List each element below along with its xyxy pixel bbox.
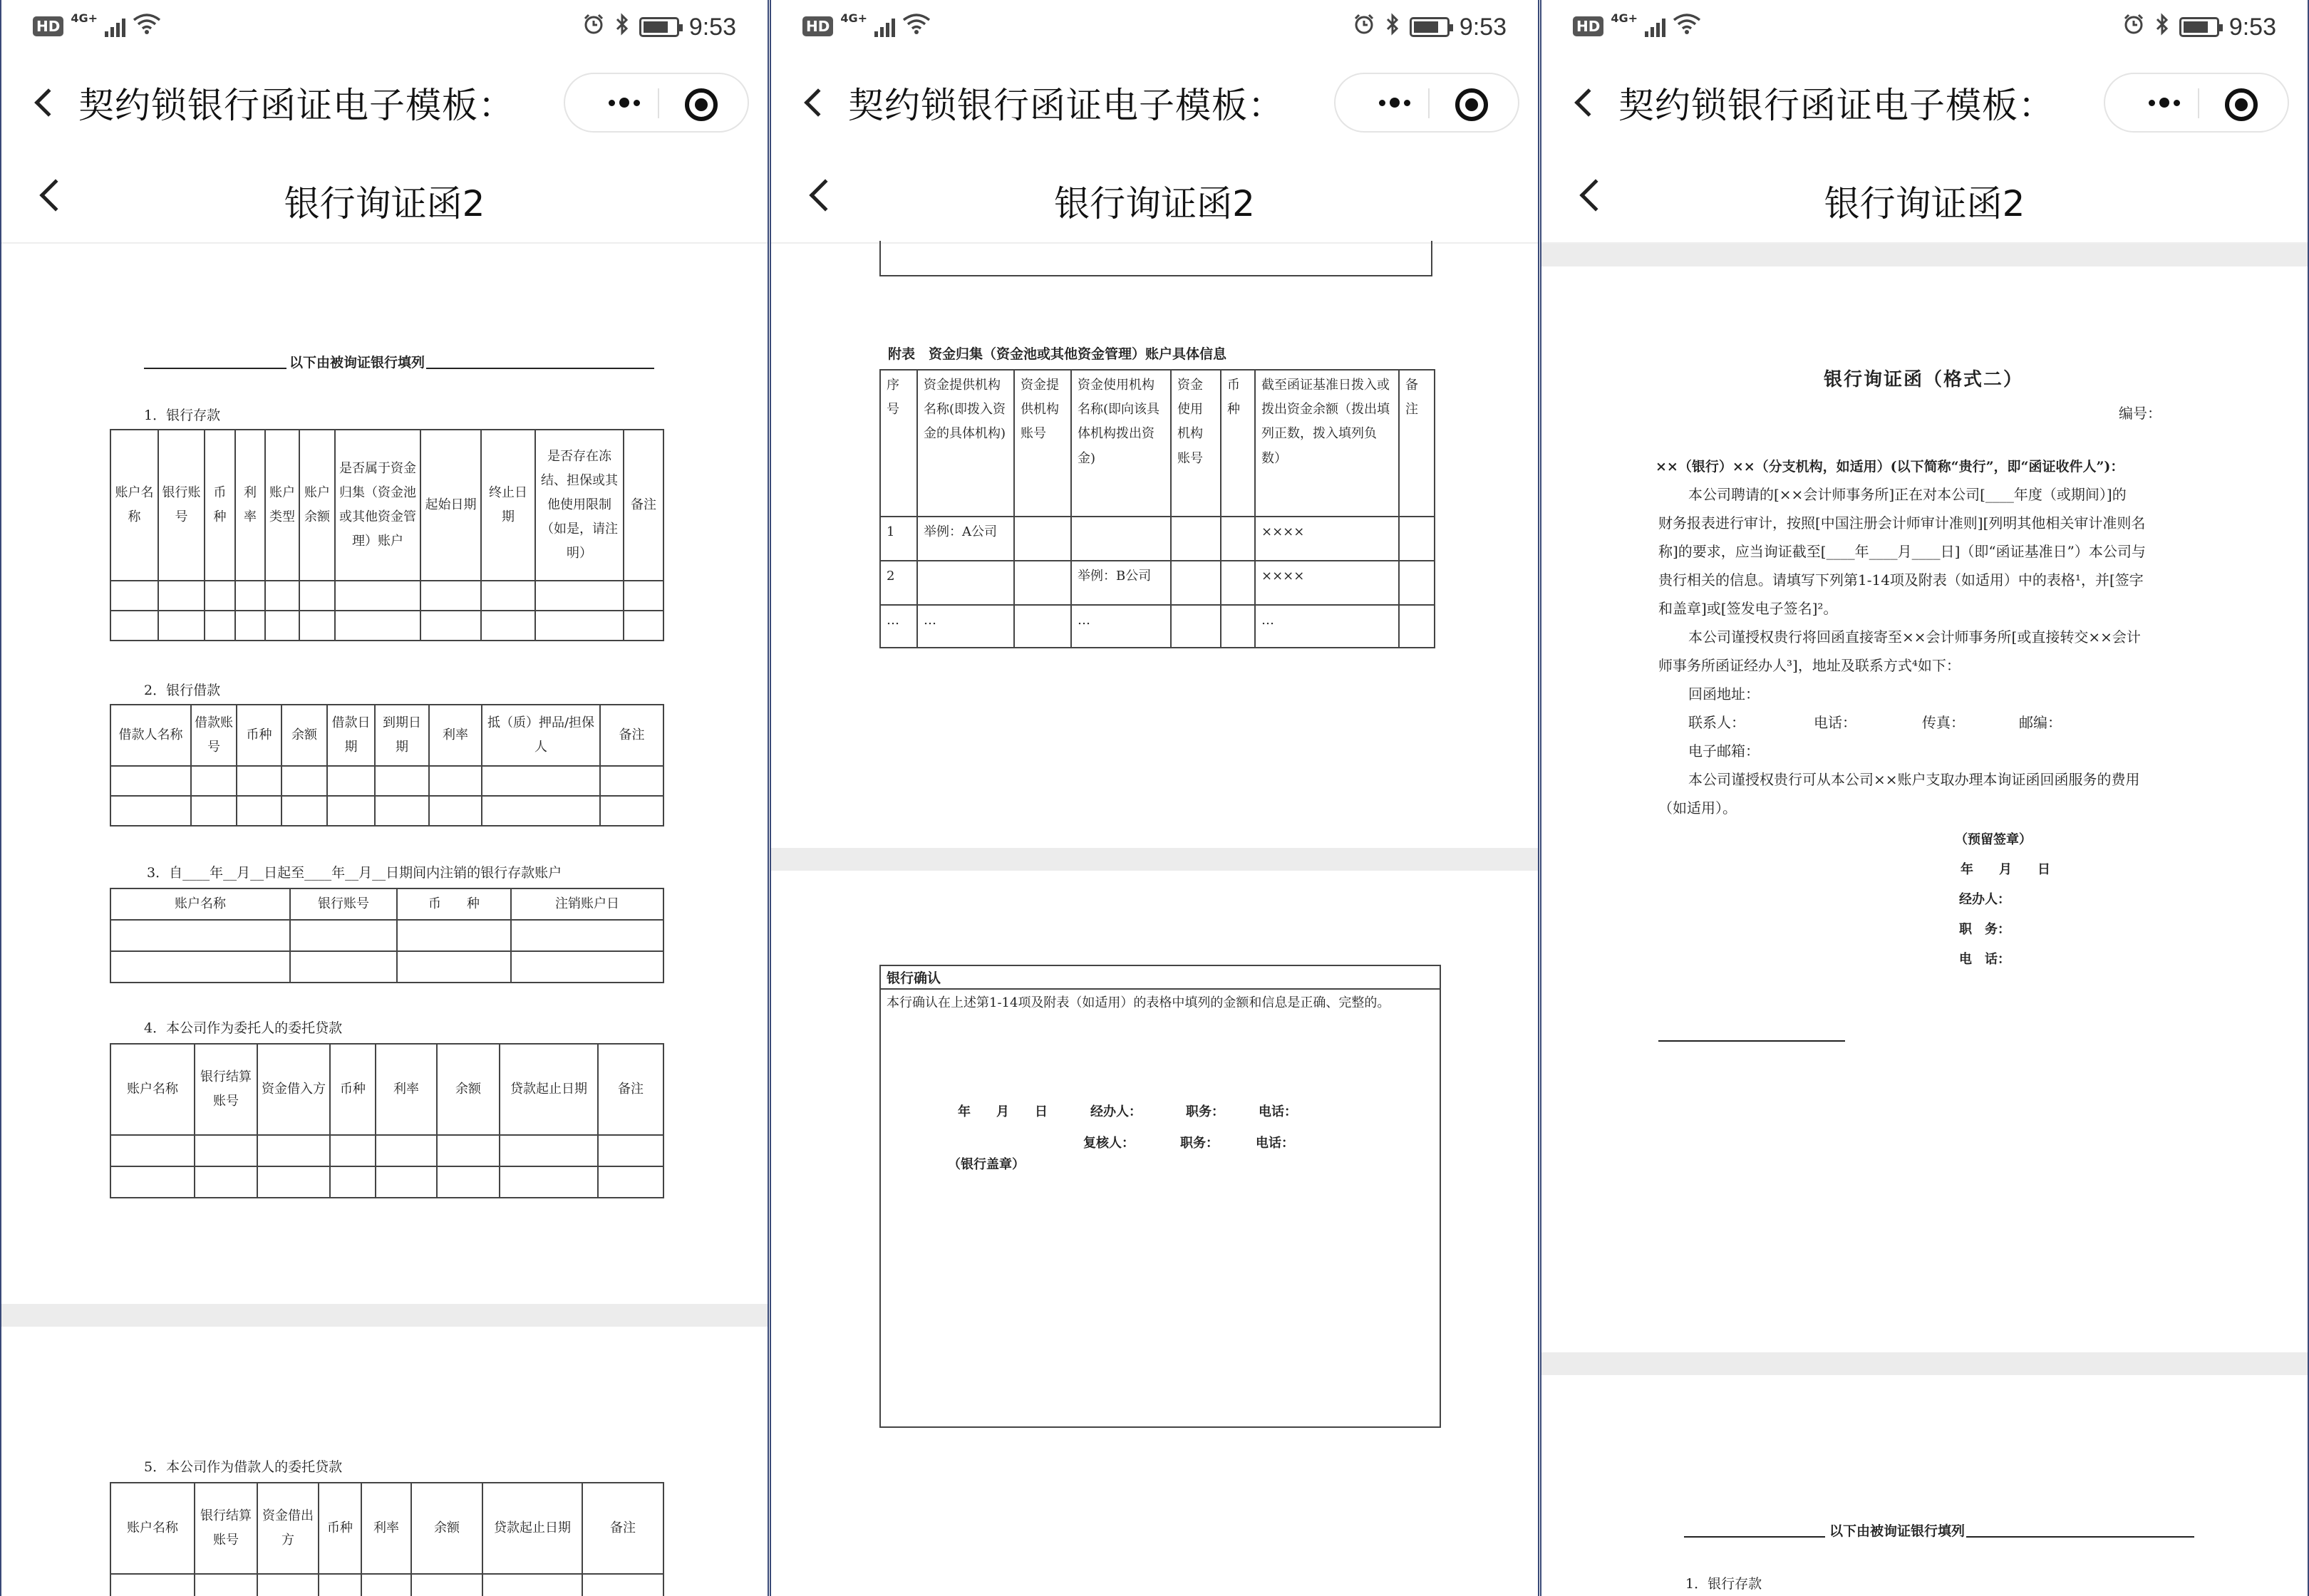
appendix-table xyxy=(879,369,1435,648)
table-cell: 1 xyxy=(880,517,917,561)
table-cell xyxy=(1171,605,1221,648)
header-line: 以下由被询证银行填列 xyxy=(1829,1523,1966,1539)
header-cell: 贷款起止日期 xyxy=(482,1483,582,1574)
header-cell: 贷款起止日期 xyxy=(500,1044,598,1135)
bluetooth-icon xyxy=(1385,13,1400,41)
wifi-icon xyxy=(133,13,161,40)
header-cell: 备注 xyxy=(598,1044,663,1135)
number-label: 编号： xyxy=(2119,405,2161,422)
header-cell: 资金借出方 xyxy=(257,1483,319,1574)
close-miniprogram-icon[interactable] xyxy=(2225,88,2258,121)
header-cell: 账户名称 xyxy=(110,1483,195,1574)
table-cell xyxy=(1399,605,1435,648)
signal-icon xyxy=(874,16,895,37)
network-label: 4G+ xyxy=(840,11,868,25)
contact-email-label: 电子邮箱： xyxy=(1688,742,1760,760)
header-cell: 起始日期 xyxy=(420,430,481,581)
paragraph-line: 称]的要求，应当询证截至[____年____月____日]（即“函证基准日”）本公司与 xyxy=(1658,543,2146,560)
table-row xyxy=(880,561,1435,605)
header-cell: 是否存在冻结、担保或其他使用限制（如是，请注明） xyxy=(535,430,624,581)
header-cell: 币种 xyxy=(330,1044,376,1135)
back-icon[interactable] xyxy=(34,88,63,117)
header-cell: 资金使用机构账号 xyxy=(1171,370,1221,517)
header-cell: 银行结算账号 xyxy=(195,1044,257,1135)
table-cell xyxy=(1014,605,1071,648)
header-cell: 资金使用机构名称(即向该具体机构拨出资金) xyxy=(1071,370,1171,517)
table-cell xyxy=(1399,561,1435,605)
page-title: 银行询证函2 xyxy=(284,183,485,224)
reviewer-label: 复核人： xyxy=(1083,1136,1135,1151)
header-cell: 是否属于资金归集（资金池或其他资金管理）账户 xyxy=(335,430,420,581)
more-options-icon[interactable] xyxy=(585,83,663,123)
paragraph-line: 贵行相关的信息。请填写下列第1-14项及附表（如适用）中的表格¹，并[签字 xyxy=(1658,571,2144,589)
section-label: 5．本公司作为借款人的委托贷款 xyxy=(144,1459,343,1475)
header-cell: 利率 xyxy=(376,1044,437,1135)
page-nav-bar xyxy=(1541,144,2308,244)
header-cell: 借款日期 xyxy=(327,705,375,766)
more-options-icon[interactable] xyxy=(1355,83,1434,123)
more-options-icon[interactable] xyxy=(2125,83,2204,123)
contact-fax-label: 传真： xyxy=(1922,714,1965,731)
header-cell: 利率 xyxy=(235,430,265,581)
header-cell: 截至函证基准日拨入或拨出资金余额（拨出填列正数，拨入填列负数） xyxy=(1255,370,1399,517)
header-cell: 资金提供机构名称(即拨入资金的具体机构) xyxy=(917,370,1014,517)
close-miniprogram-icon[interactable] xyxy=(685,88,718,121)
loan-table xyxy=(110,704,664,826)
phone-panel-1 xyxy=(0,0,769,1596)
header-cell: 利率 xyxy=(361,1483,411,1574)
miniprogram-title: 契约锁银行函证电子模板： xyxy=(1618,85,2055,126)
hd-icon: HD xyxy=(1573,16,1603,36)
header-cell: 账户名称 xyxy=(110,430,158,581)
header-cell: 币 种 xyxy=(397,888,511,920)
header-cell: 利率 xyxy=(429,705,482,766)
bank-seal-label: （银行盖章） xyxy=(948,1157,1025,1172)
table-cell xyxy=(1221,561,1255,605)
network-label: 4G+ xyxy=(71,11,98,25)
table-cell xyxy=(1399,517,1435,561)
table-cell xyxy=(1171,517,1221,561)
confirmation-date: 年 月 日 xyxy=(958,1104,1048,1119)
battery-icon xyxy=(1410,17,1450,37)
letter-phone-label: 电 话： xyxy=(1959,952,2010,967)
header-cell: 资金借入方 xyxy=(257,1044,330,1135)
paragraph-line: 财务报表进行审计，按照[中国注册会计师审计准则][列明其他相关审计准则名 xyxy=(1658,514,2146,532)
header-cell: 银行结算账号 xyxy=(195,1483,257,1574)
appendix-title: 附表 资金归集（资金池或其他资金管理）账户具体信息 xyxy=(888,346,1227,362)
document-viewer[interactable] xyxy=(771,244,1538,1596)
capsule-menu xyxy=(564,73,749,133)
addressee: ××（银行）××（分支机构，如适用）(以下简称“贵行”，即“函证收件人”)： xyxy=(1655,459,2124,475)
section-label: 2．银行借款 xyxy=(144,683,221,698)
confirmation-title: 银行确认 xyxy=(881,966,1440,990)
table-cell: 举例：B公司 xyxy=(1071,561,1171,605)
letter-position-label: 职 务： xyxy=(1959,922,2010,937)
position-label: 职务： xyxy=(1186,1104,1224,1119)
alarm-icon xyxy=(2122,13,2145,41)
page-nav-bar xyxy=(771,144,1538,244)
table-row xyxy=(880,517,1435,561)
header-line: 以下由被询证银行填列 xyxy=(289,355,425,370)
signal-icon xyxy=(1645,16,1665,37)
header-cell: 借款账号 xyxy=(191,705,237,766)
paragraph-line: （如适用）。 xyxy=(1658,799,1737,817)
phone-label: 电话： xyxy=(1259,1104,1297,1119)
table-cell xyxy=(1071,517,1171,561)
document-viewer[interactable] xyxy=(1541,244,2308,1596)
handler-label: 经办人： xyxy=(1090,1104,1142,1119)
borrower-loan-table xyxy=(110,1482,664,1596)
document-page xyxy=(1541,266,2308,1352)
header-cell: 账户余额 xyxy=(299,430,335,581)
status-bar xyxy=(1541,0,2308,58)
back-icon[interactable] xyxy=(804,88,832,117)
table-cell: … xyxy=(1071,605,1171,648)
table-cell xyxy=(1014,517,1071,561)
alarm-icon xyxy=(1353,13,1375,41)
position-label: 职务： xyxy=(1180,1136,1219,1151)
header-cell: 账户名称 xyxy=(110,1044,195,1135)
table-row xyxy=(880,605,1435,648)
status-bar xyxy=(1,0,768,58)
wifi-icon xyxy=(902,13,931,40)
header-cell: 备注 xyxy=(582,1483,663,1574)
header-cell: 银行账号 xyxy=(158,430,205,581)
wifi-icon xyxy=(1673,13,1701,40)
phone-panel-3 xyxy=(1540,0,2309,1596)
contact-person-label: 联系人： xyxy=(1688,714,1745,731)
header-cell: 账户类型 xyxy=(265,430,299,581)
battery-icon xyxy=(639,17,679,37)
phone-panel-2 xyxy=(770,0,1539,1596)
contact-phone-label: 电话： xyxy=(1814,714,1856,731)
capsule-menu xyxy=(2104,73,2289,133)
signal-icon xyxy=(105,16,125,37)
paragraph-line: 和盖章]或[签发电子签名]²。 xyxy=(1658,600,1838,617)
bank-confirmation-box xyxy=(879,965,1441,1428)
battery-icon xyxy=(2179,17,2219,37)
bluetooth-icon xyxy=(615,13,629,41)
letter-handler-label: 经办人： xyxy=(1959,892,2010,907)
network-label: 4G+ xyxy=(1611,11,1638,25)
header-cell: 资金提供机构账号 xyxy=(1014,370,1071,517)
header-cell: 序号 xyxy=(880,370,917,517)
document-page xyxy=(1,1327,768,1596)
header-cell: 备注 xyxy=(624,430,663,581)
deposit-table xyxy=(110,429,664,641)
hd-icon: HD xyxy=(802,16,833,36)
table-cell: 举例：A公司 xyxy=(917,517,1014,561)
contact-postcode-label: 邮编： xyxy=(2019,714,2062,731)
document-viewer[interactable] xyxy=(1,244,768,1596)
document-page xyxy=(1541,1375,2308,1596)
section-label: 3．自____年__月__日起至____年__月__日期间内注销的银行存款账户 xyxy=(147,865,562,881)
header-cell: 注销账户日 xyxy=(511,888,663,920)
header-cell: 借款人名称 xyxy=(110,705,191,766)
header-cell: 终止日期 xyxy=(481,430,535,581)
page-nav-bar xyxy=(1,144,768,244)
header-cell: 抵（质）押品/担保人 xyxy=(482,705,600,766)
header-cell: 余额 xyxy=(281,705,327,766)
header-cell: 备注 xyxy=(1399,370,1435,517)
header-cell: 银行账号 xyxy=(290,888,397,920)
return-address-label: 回函地址： xyxy=(1688,685,1760,703)
paragraph-line: 本公司谨授权贵行可从本公司××账户支取办理本询证函回函服务的费用 xyxy=(1688,771,2140,788)
paragraph-line: 本公司聘请的[××会计师事务所]正在对本公司[____年度（或期间）]的 xyxy=(1688,486,2127,503)
document-page xyxy=(1,244,768,1304)
paragraph-line: 本公司谨授权贵行将回函直接寄至××会计师事务所[或直接转交××会计 xyxy=(1688,628,2141,646)
page-title: 银行询证函2 xyxy=(1054,183,1255,224)
document-page xyxy=(771,871,1538,1596)
back-icon[interactable] xyxy=(1574,88,1603,117)
table-cell xyxy=(1221,605,1255,648)
page-title: 银行询证函2 xyxy=(1824,183,2025,224)
table-cell xyxy=(1171,561,1221,605)
section-label: 1．银行存款 xyxy=(1685,1576,1762,1592)
clock: 9:53 xyxy=(688,13,736,41)
close-miniprogram-icon[interactable] xyxy=(1455,88,1488,121)
table-cell xyxy=(1014,561,1071,605)
miniprogram-header xyxy=(1,58,768,144)
section-label: 1．银行存款 xyxy=(144,408,221,423)
header-cell: 备注 xyxy=(600,705,663,766)
header-cell: 币种 xyxy=(237,705,281,766)
header-cell: 币种 xyxy=(1221,370,1255,517)
status-bar xyxy=(771,0,1538,58)
table-cell: ×××× xyxy=(1255,561,1399,605)
clock: 9:53 xyxy=(1459,13,1507,41)
miniprogram-header xyxy=(771,58,1538,144)
table-cell: … xyxy=(1255,605,1399,648)
table-cell xyxy=(1221,517,1255,561)
hd-icon: HD xyxy=(33,16,63,36)
paragraph-line: 师事务所函证经办人³]，地址及联系方式⁴如下： xyxy=(1658,657,1961,674)
entrusted-loan-table xyxy=(110,1043,664,1198)
capsule-menu xyxy=(1334,73,1519,133)
section-label: 4．本公司作为委托人的委托贷款 xyxy=(144,1020,343,1036)
header-cell: 到期日期 xyxy=(375,705,429,766)
document-page xyxy=(771,244,1538,848)
miniprogram-title: 契约锁银行函证电子模板： xyxy=(78,85,515,126)
table-cell: ×××× xyxy=(1255,517,1399,561)
letter-title: 银行询证函（格式二） xyxy=(1824,369,2024,390)
closed-accounts-table xyxy=(110,888,664,983)
table-cell: … xyxy=(917,605,1014,648)
header-cell: 币种 xyxy=(319,1483,361,1574)
header-cell: 币种 xyxy=(205,430,235,581)
header-cell: 余额 xyxy=(437,1044,500,1135)
miniprogram-title: 契约锁银行函证电子模板： xyxy=(848,85,1284,126)
table-cell xyxy=(917,561,1014,605)
table-cell: … xyxy=(880,605,917,648)
letter-date: 年 月 日 xyxy=(1961,862,2050,877)
miniprogram-header xyxy=(1541,58,2308,144)
table-cell: 2 xyxy=(880,561,917,605)
header-cell: 账户名称 xyxy=(110,888,290,920)
bluetooth-icon xyxy=(2155,13,2169,41)
header-cell: 余额 xyxy=(411,1483,482,1574)
reserved-seal-label: （预留签章） xyxy=(1955,832,2032,847)
clock: 9:53 xyxy=(2228,13,2276,41)
phone-label: 电话： xyxy=(1256,1136,1294,1151)
confirmation-text: 本行确认在上述第1-14项及附表（如适用）的表格中填列的金额和信息是正确、完整的。 xyxy=(887,995,1390,1010)
alarm-icon xyxy=(582,13,605,41)
